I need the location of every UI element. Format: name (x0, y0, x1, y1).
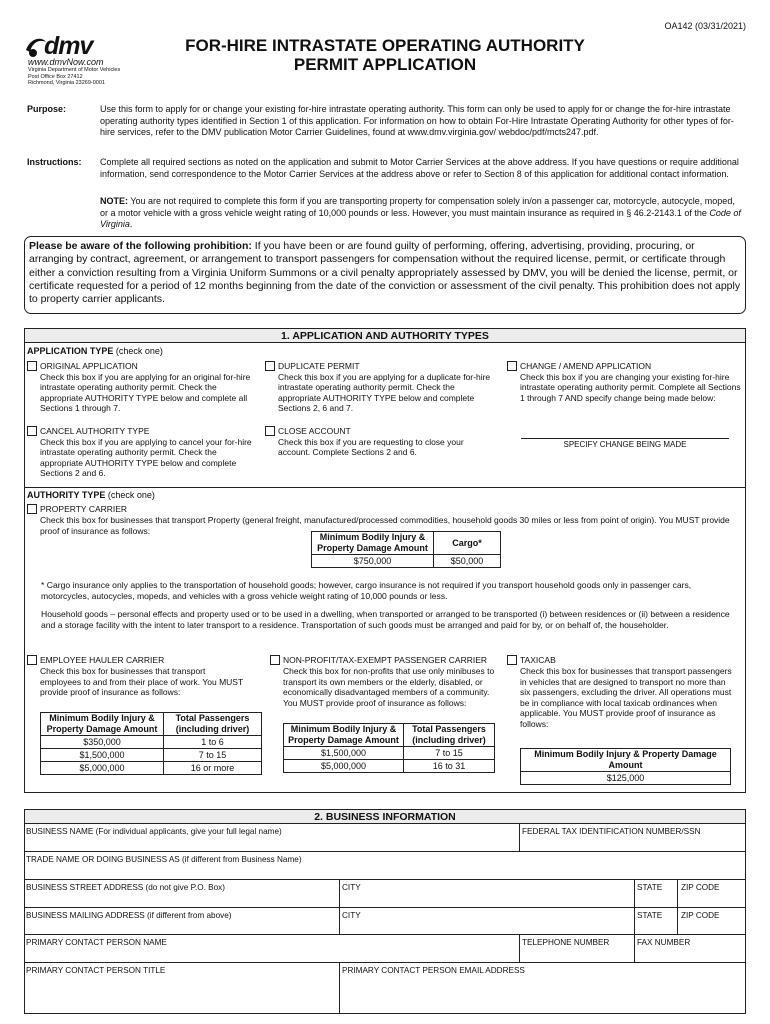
col-divider (519, 934, 520, 962)
employee-table-cell: 7 to 15 (164, 749, 262, 762)
row-divider (24, 934, 746, 935)
non-profit-text: Check this box for non-profits that use only minibuses to transport its own members or the elderly, disabled, or economically disadvantaged members of a community. You MUST provide proof of insurance as follows: (283, 666, 495, 708)
street-state-label: STATE (637, 883, 663, 892)
property-carrier-text: Check this box for businesses that transport Property (general freight, manufactured/processed commodities, household goods 30 miles or less from point of origin). You MUST provide proof of insurance as follows: (40, 515, 730, 536)
note-code: Code of Virginia (100, 207, 741, 229)
row-divider (24, 851, 746, 852)
household-goods-note: Household goods – personal effects and property used or to be used in a dwelling, when transported or arranged to be transported (i) between residences or (ii) between a residence and a storage facility with the intent to later transport to a residence. Transportation of such goods must be arranged and paid for by, or on behalf of, the householder. (41, 609, 730, 630)
mailing-city-label: CITY (342, 911, 361, 920)
mailing-address-label: BUSINESS MAILING ADDRESS (if different from above) (26, 911, 232, 920)
prohibition-box (24, 236, 746, 314)
cancel-authority-text: Check this box if you are applying to cancel your for-hire intrastate operating authority permit. Check the appropriate AUTHORITY TYPE below and complete Sections 2 and 6. (40, 436, 252, 478)
non-profit-table-cell: $1,500,000 (284, 747, 404, 760)
non-profit-table-header-1: Minimum Bodily Injury & Property Damage Amount (284, 724, 404, 747)
fein-input[interactable] (522, 838, 742, 850)
street-zip-input[interactable] (681, 894, 743, 906)
prohibition-text: If you have been or are found guilty of performing, offering, advertising, providing, procuring, or arranging by contract, agreement, or arrangement to transport passengers for compensation without the required license, permit, or certificate through either a conviction resulting from a Virginia Uniform Summons or a civil penalty appropriately assessed by DMV, you will be denied the license, permit, or certificate requested for a period of 12 months beginning from the date of the conviction or assessment of the civil penalty. This prohibition does not apply to property carrier applicants. (29, 240, 741, 306)
mailing-address-input[interactable] (26, 922, 336, 934)
title-line-1: FOR-HIRE INTRASTATE OPERATING AUTHORITY (185, 36, 585, 55)
form-number: OA142 (03/31/2021) (664, 21, 746, 31)
duplicate-permit-option (278, 361, 493, 414)
taxicab-checkbox[interactable] (507, 655, 517, 665)
application-type-check-one: (check one) (115, 346, 163, 356)
property-table-header-1: Minimum Bodily Injury & Property Damage Amount (312, 532, 434, 555)
dmv-brand: dmv (44, 32, 93, 60)
authority-type-heading (27, 490, 155, 500)
property-carrier-title: PROPERTY CARRIER (40, 504, 128, 514)
contact-email-input[interactable] (342, 977, 742, 1011)
street-address-input[interactable] (26, 894, 336, 906)
original-application-checkbox[interactable] (27, 361, 37, 371)
telephone-label: TELEPHONE NUMBER (522, 938, 610, 947)
mailing-city-input[interactable] (342, 922, 632, 934)
employee-table-header-1: Minimum Bodily Injury & Property Damage Amount (41, 713, 164, 736)
cargo-note: * Cargo insurance only applies to the transportation of household goods; however, cargo insurance is not required if you transport household goods only in passenger cars, motorcycles, autocycles, mopeds, and vehicles with a gross vehicle weight rating of 10,000 pounds or less. (41, 580, 692, 601)
business-name-label: BUSINESS NAME (For individual applicants, give your full legal name) (26, 827, 282, 836)
contact-title-label: PRIMARY CONTACT PERSON TITLE (26, 966, 166, 975)
note-end: . (129, 219, 133, 229)
section-1-divider (24, 487, 746, 488)
original-application-title: ORIGINAL APPLICATION (40, 361, 138, 371)
non-profit-table-cell: 16 to 31 (404, 760, 495, 773)
taxicab-title: TAXICAB (520, 655, 556, 665)
close-account-checkbox[interactable] (265, 426, 275, 436)
property-table-value-2: $50,000 (434, 555, 501, 568)
property-insurance-table (311, 531, 501, 568)
contact-title-input[interactable] (26, 977, 336, 1011)
employee-hauler-text: Check this box for businesses that transport employees to and from their place of work. You MUST provide proof of insurance as follows: (40, 666, 243, 697)
employee-table-cell: 16 or more (164, 762, 262, 775)
row-divider (24, 962, 746, 963)
change-amend-checkbox[interactable] (507, 361, 517, 371)
change-amend-title: CHANGE / AMEND APPLICATION (520, 361, 652, 371)
authority-type-label: AUTHORITY TYPE (27, 490, 106, 500)
section-1-header: 1. APPLICATION AND AUTHORITY TYPES (25, 329, 745, 343)
non-profit-title: NON-PROFIT/TAX-EXEMPT PASSENGER CARRIER (283, 655, 488, 665)
original-application-option (40, 361, 255, 414)
authority-type-check-one: (check one) (107, 490, 155, 500)
mailing-zip-label: ZIP CODE (681, 911, 720, 920)
mailing-state-input[interactable] (637, 922, 675, 934)
specify-change-input[interactable] (521, 452, 729, 470)
cancel-authority-option (40, 426, 255, 479)
form-title (170, 36, 600, 74)
fein-label: FEDERAL TAX IDENTIFICATION NUMBER/SSN (522, 827, 701, 836)
contact-name-input[interactable] (26, 949, 516, 961)
dmv-logo (24, 34, 174, 98)
col-divider (339, 962, 340, 1014)
prohibition-label: Please be aware of the following prohibition: (29, 240, 252, 252)
application-type-heading (27, 346, 163, 356)
non-profit-table-cell: 7 to 15 (404, 747, 495, 760)
employee-hauler-checkbox[interactable] (27, 655, 37, 665)
row-divider (24, 879, 746, 880)
street-zip-label: ZIP CODE (681, 883, 720, 892)
street-city-label: CITY (342, 883, 361, 892)
col-divider (634, 934, 635, 962)
application-type-label: APPLICATION TYPE (27, 346, 114, 356)
instructions-text: Complete all required sections as noted on the application and submit to Motor Carrier Services at the above address. If you have questions or require additional information, send correspondence to the Motor Carrier Services at the address above or refer to Section 8 of this application for additional contact information. (100, 157, 739, 179)
taxicab-table-header: Minimum Bodily Injury & Property Damage Amount (521, 749, 731, 772)
mailing-state-label: STATE (637, 911, 663, 920)
change-amend-text: Check this box if you are changing your existing for-hire intrastate operating authority permit. Complete all Sections 1 through 7 AND specify change being made below: (520, 371, 741, 403)
col-divider (519, 823, 520, 851)
non-profit-table-header-2: Total Passengers (including driver) (404, 724, 495, 747)
purpose-text: Use this form to apply for or change your existing for-hire intrastate operating authority. This form can only be used to apply for or change the for-hire intrastate operating authority types identified in Section 1 of this application. For information on how to obtain For-Hire Intrastate Operating Authority for other types of for-hire services, refer to the DMV publication Motor Carrier Guidelines, found at www.dmv.virginia.gov/ webdoc/pdf/mcts247.pdf. (100, 104, 734, 137)
employee-table-header-2: Total Passengers (including driver) (164, 713, 262, 736)
contact-name-label: PRIMARY CONTACT PERSON NAME (26, 938, 167, 947)
employee-table-cell: $350,000 (41, 736, 164, 749)
taxicab-table (520, 748, 731, 785)
col-divider (339, 879, 340, 934)
col-divider (634, 879, 635, 934)
close-account-option (278, 426, 488, 458)
title-line-2: PERMIT APPLICATION (293, 55, 477, 74)
duplicate-permit-text: Check this box if you are applying for a duplicate for-hire intrastate operating authority permit. Check the appropriate AUTHORITY TYPE below and complete Sections 2, 6 and 7. (278, 371, 491, 413)
cancel-authority-title: CANCEL AUTHORITY TYPE (40, 426, 150, 436)
employee-hauler-table (40, 712, 262, 775)
street-city-input[interactable] (342, 894, 632, 906)
duplicate-permit-title: DUPLICATE PERMIT (278, 361, 360, 371)
trade-name-label: TRADE NAME OR DOING BUSINESS AS (if different from Business Name) (26, 855, 302, 864)
non-profit-checkbox[interactable] (270, 655, 280, 665)
contact-email-label: PRIMARY CONTACT PERSON EMAIL ADDRESS (342, 966, 525, 975)
dmv-address: Virginia Department of Motor Vehicles Post Office Box 27412 Richmond, Virginia 23269-0001 (28, 67, 121, 86)
note-label: NOTE: (100, 196, 128, 206)
employee-hauler-title: EMPLOYEE HAULER CARRIER (40, 655, 165, 665)
property-carrier-checkbox[interactable] (27, 504, 37, 514)
fax-input[interactable] (637, 949, 742, 961)
telephone-input[interactable] (522, 949, 632, 961)
mailing-zip-input[interactable] (681, 922, 743, 934)
taxicab-text: Check this box for businesses that transport passengers in vehicles that are designed to transport no more than six passengers, excluding the driver. All operations must be in compliance with local taxicab ordinances when applicable. You MUST provide proof of insurance as follows: (520, 666, 732, 729)
business-name-input[interactable] (26, 838, 516, 850)
note-text: You are not required to complete this form if you are transporting property for compensation solely in/on a passenger car, motorcycle, autocycle, moped, or a motor vehicle with a gross vehicle weight rating of 10,000 pounds or less. However, you must maintain insurance as required in § 46.2-2143.1 of the (100, 196, 735, 218)
cancel-authority-checkbox[interactable] (27, 426, 37, 436)
employee-table-cell: $1,500,000 (41, 749, 164, 762)
duplicate-permit-checkbox[interactable] (265, 361, 275, 371)
trade-name-input[interactable] (26, 866, 742, 878)
section-2-header: 2. BUSINESS INFORMATION (25, 810, 745, 824)
street-state-input[interactable] (637, 894, 675, 906)
taxicab-table-value: $125,000 (521, 772, 731, 785)
close-account-text: Check this box if you are requesting to close your account. Complete Sections 2 and 6. (278, 436, 464, 457)
purpose-label: Purpose: (27, 104, 67, 114)
dmv-web: www.dmvNow.com (28, 57, 104, 67)
property-table-value-1: $750,000 (312, 555, 434, 568)
non-profit-table-cell: $5,000,000 (284, 760, 404, 773)
instructions-note (100, 196, 745, 231)
employee-table-cell: 1 to 6 (164, 736, 262, 749)
employee-table-cell: $5,000,000 (41, 762, 164, 775)
close-account-title: CLOSE ACCOUNT (278, 426, 351, 436)
street-address-label: BUSINESS STREET ADDRESS (do not give P.O. Box) (26, 883, 226, 892)
specify-change-line (521, 438, 729, 439)
non-profit-table (283, 723, 495, 773)
col-divider (677, 879, 678, 934)
row-divider (24, 907, 746, 908)
fax-label: FAX NUMBER (637, 938, 691, 947)
original-application-text: Check this box if you are applying for an original for-hire intrastate operating authority permit. Check the appropriate AUTHORITY TYPE below and complete all Sections 1 through 7. (40, 371, 251, 413)
property-table-header-2: Cargo* (434, 532, 501, 555)
change-amend-option (520, 361, 742, 403)
specify-change-label: SPECIFY CHANGE BEING MADE (563, 440, 687, 449)
instructions-label: Instructions: (27, 157, 82, 167)
